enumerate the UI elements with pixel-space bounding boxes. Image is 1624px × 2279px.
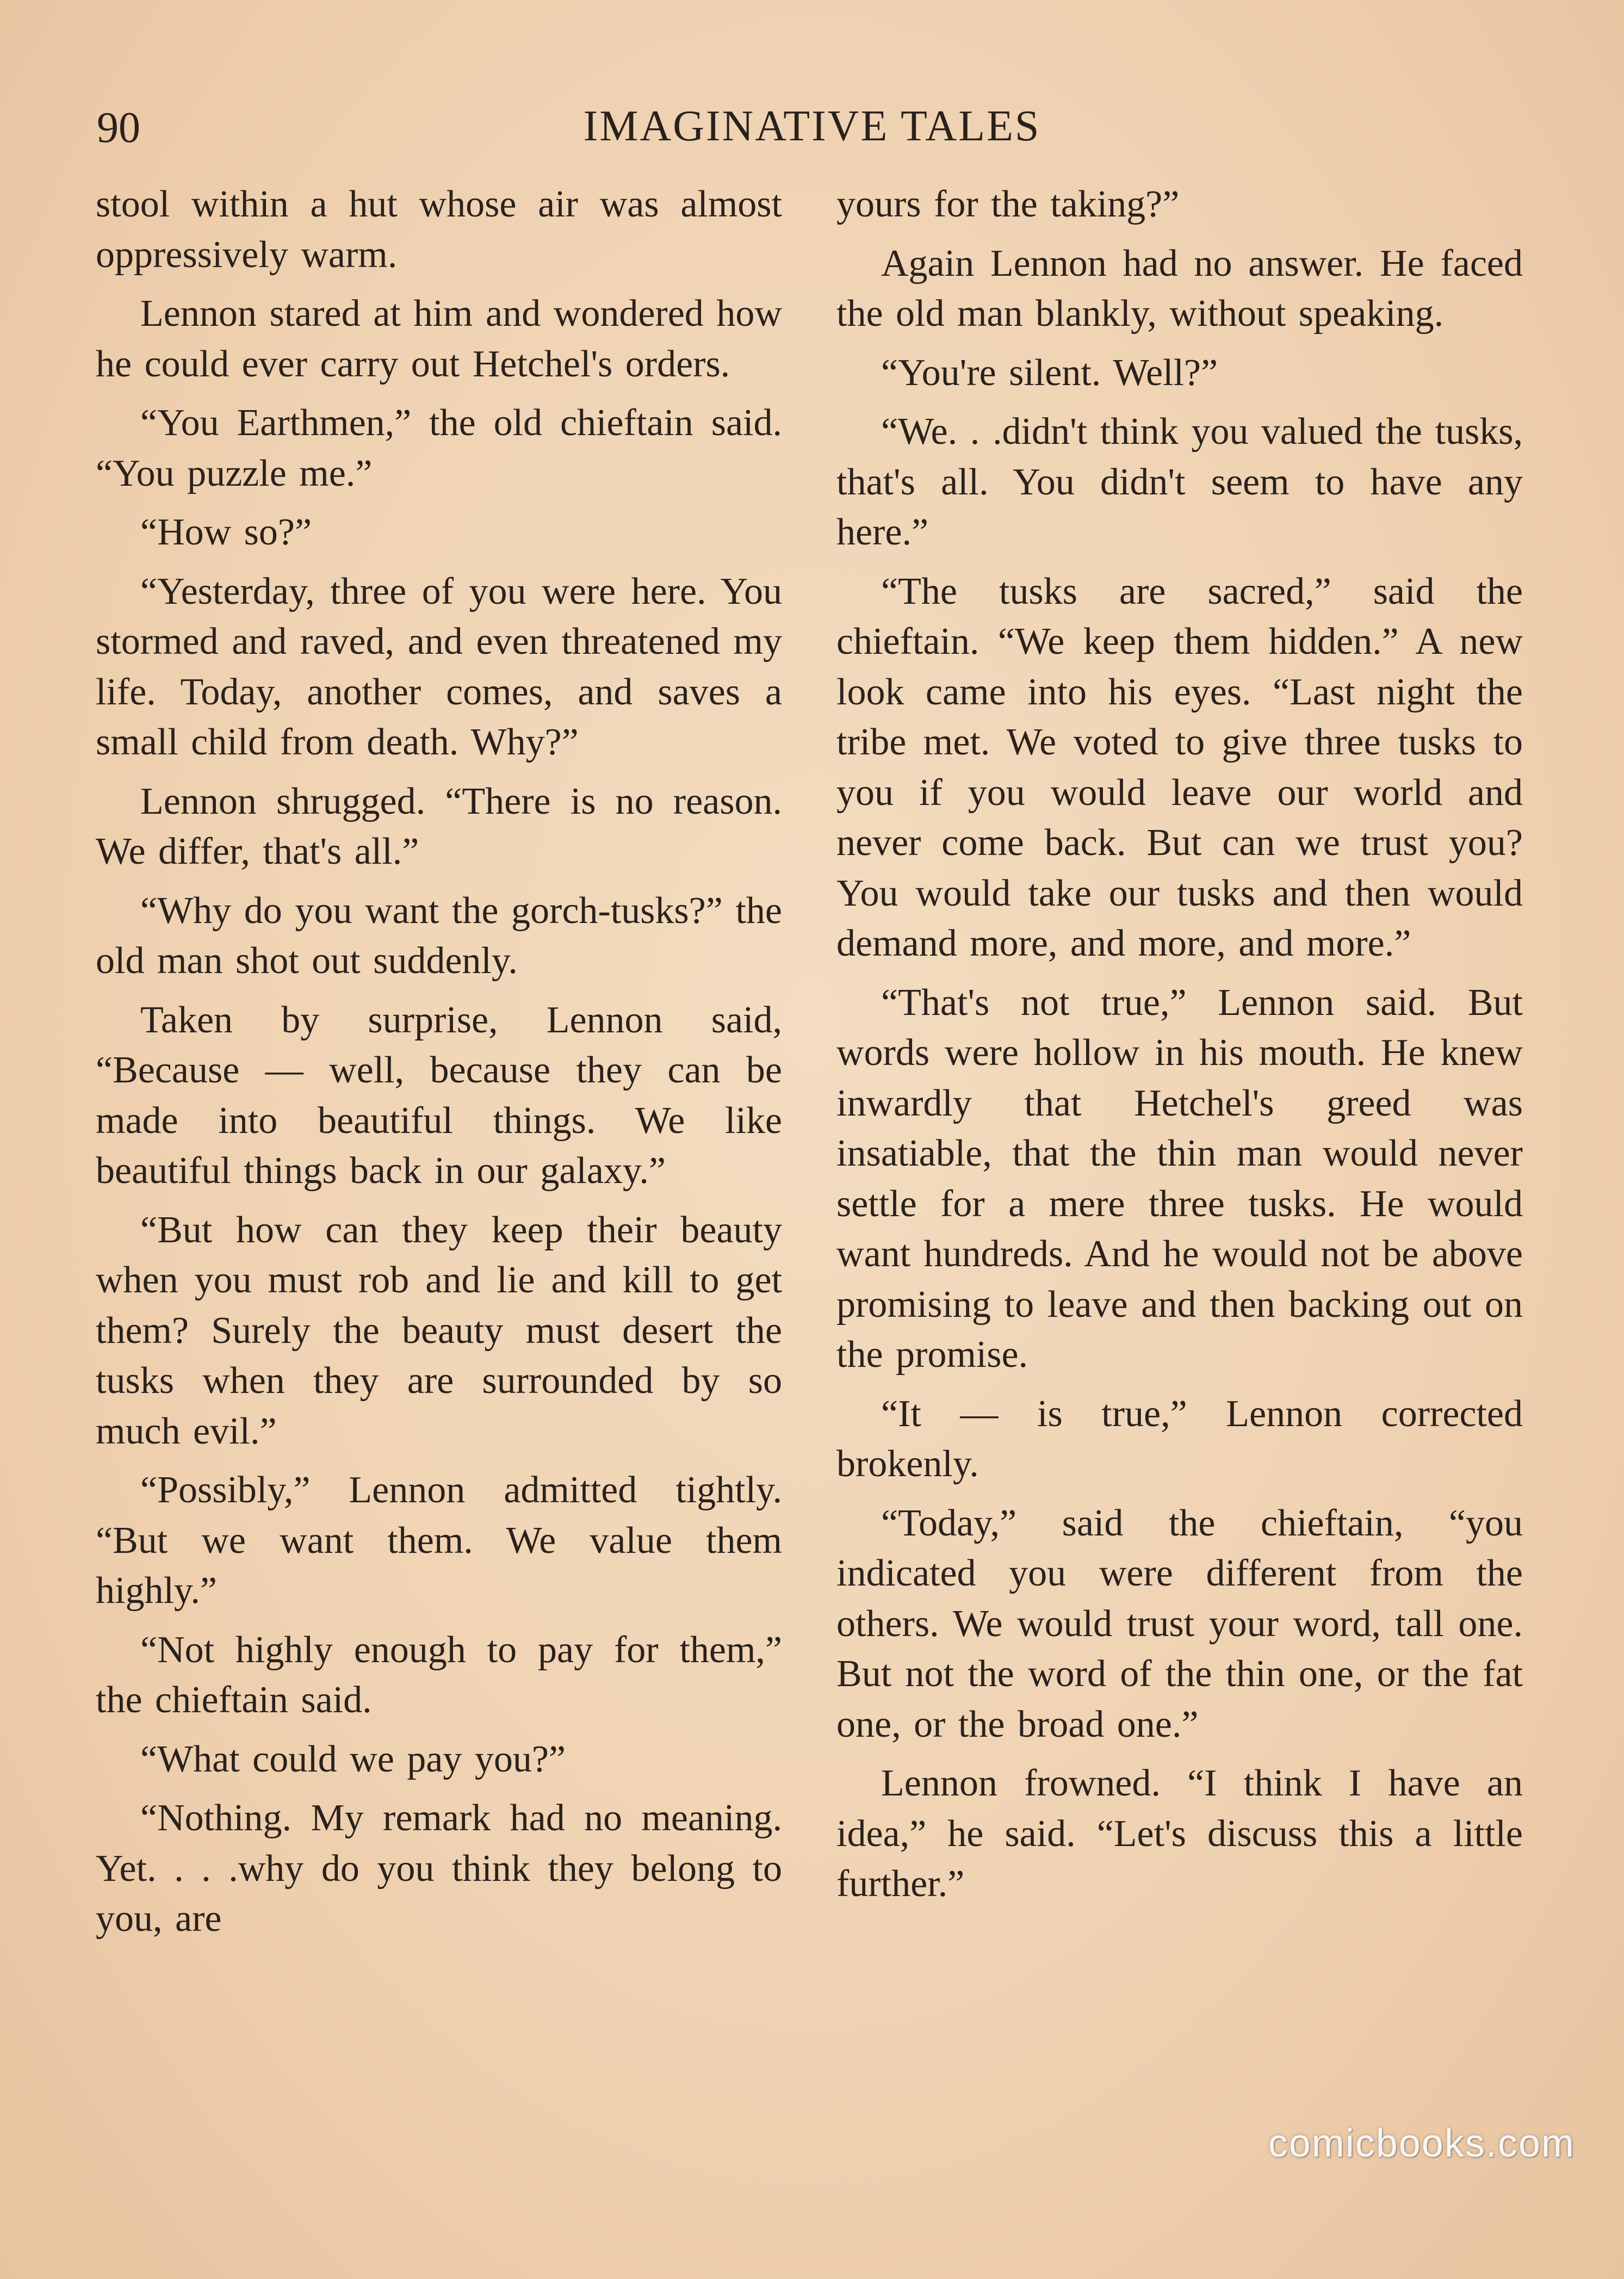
paragraph: “You're silent. Well?” <box>881 351 1218 394</box>
paragraph: yours for the taking?” <box>836 183 1180 225</box>
paragraph: “Possibly,” Lennon admitted tightly. “But we want them. We value them highly.” <box>96 1469 782 1612</box>
paragraph: “You Earthmen,” the old chieftain said. “You puzzle me.” <box>96 402 782 494</box>
paragraph: “Nothing. My remark had no meaning. Yet. . . .why do you think they belong to you, are <box>96 1797 782 1940</box>
paragraph: “That's not true,” Lennon said. But words were hollow in his mouth. He knew inwardly that Hetchel's greed was insatiable, that the thin man would never settle for a mere three tusks. He would want hundreds. And he would not be above promising to leave and then backing out on the promise. <box>836 981 1523 1376</box>
paragraph: Lennon frowned. “I think I have an idea,” he said. “Let's discuss this a little further.” <box>836 1762 1523 1905</box>
page-number: 90 <box>97 104 140 152</box>
paragraph: Again Lennon had no answer. He faced the old man blankly, without speaking. <box>836 242 1523 335</box>
paragraph: “It — is true,” Lennon corrected brokenly. <box>836 1392 1523 1485</box>
paragraph: “But how can they keep their beauty when you must rob and lie and kill to get them? Surely the beauty must desert the tusks when they are surrounded by so much evil.” <box>96 1209 782 1452</box>
paragraph: “We. . .didn't think you valued the tusks, that's all. You didn't seem to have any here.” <box>836 411 1523 553</box>
paragraph: Taken by surprise, Lennon said, “Because — well, because they can be made into beautiful things. We like beautiful things back in our galaxy.” <box>96 999 782 1192</box>
paragraph: Lennon stared at him and wondered how he could ever carry out Hetchel's orders. <box>96 293 782 385</box>
paragraph: “Why do you want the gorch-tusks?” the old man shot out suddenly. <box>96 889 782 982</box>
paragraph: “Today,” said the chieftain, “you indicated you were different from the others. We would trust your word, tall one. But not the word of the thin one, or the fat one, or the broad one.” <box>836 1502 1523 1745</box>
paragraph: “How so?” <box>140 511 312 553</box>
paragraph: “Not highly enough to pay for them,” the chieftain said. <box>96 1628 782 1721</box>
paragraph: “What could we pay you?” <box>140 1738 566 1780</box>
right-column <box>836 179 1523 1918</box>
paragraph: stool within a hut whose air was almost oppressively warm. <box>96 183 782 276</box>
paragraph: “The tusks are sacred,” said the chieftain. “We keep them hidden.” A new look came into his eyes. “Last night the tribe met. We voted to give three tusks to you if you would leave our world and never come back. But can we trust you? You would take our tusks and then would demand more, and more, and more.” <box>836 570 1523 964</box>
running-title: IMAGINATIVE TALES <box>583 102 1041 150</box>
watermark: comicbooks.com <box>1268 2122 1575 2165</box>
left-column <box>96 179 782 1953</box>
paragraph: “Yesterday, three of you were here. You stormed and raved, and even threatened my life. Today, another comes, and saves a small child from death. Why?” <box>96 570 782 763</box>
paragraph: Lennon shrugged. “There is no reason. We differ, that's all.” <box>96 780 782 872</box>
